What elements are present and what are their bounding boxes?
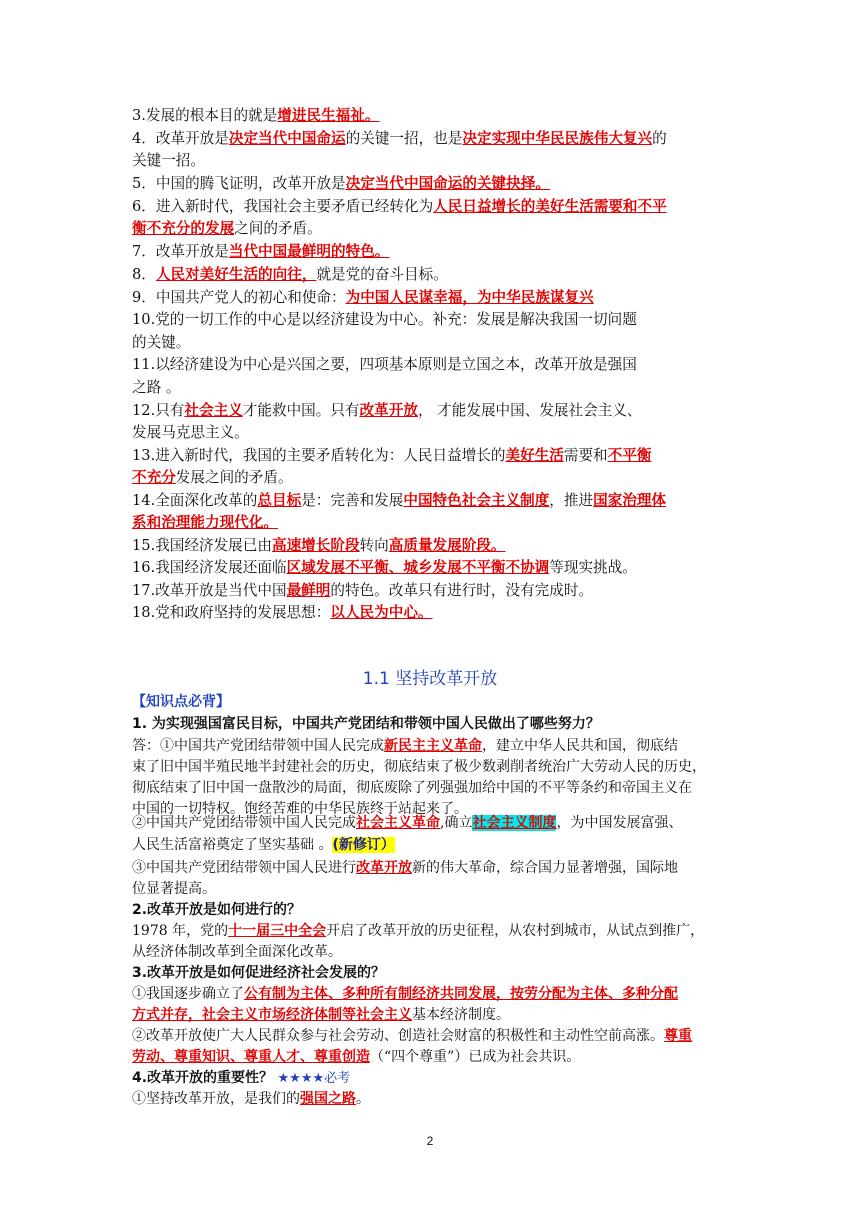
item-text: 13.进入新时代，我国的主要矛盾转化为：人民日益增长的 [132, 447, 506, 464]
item-10 [132, 309, 752, 331]
item-18 [132, 602, 752, 624]
answer-text: ①坚持改革开放，是我们的 [132, 1091, 300, 1107]
item-17 [132, 580, 752, 602]
answer-text: （“四个尊重”）已成为社会共识。 [370, 1049, 581, 1065]
answer-text: 新的伟大革命，综合国力显著增强，国际地 [412, 860, 678, 876]
question-3: 3.改革开放是如何促进经济社会发展的？ [132, 965, 386, 981]
key-phrase: 增进民生福祉。 [277, 107, 380, 124]
key-phrase: 尊重 [664, 1028, 692, 1044]
key-phrase: 衡不充分的发展 [132, 220, 235, 237]
key-phrase: 决定实现中华民民族伟大复兴 [462, 130, 653, 147]
answer-text: ，为中国发展富强、 [556, 815, 683, 831]
answer-text: ②改革开放使广大人民群众参与社会劳动、创造社会财富的积极性和主动性空前高涨。 [132, 1028, 664, 1044]
item-7 [132, 241, 752, 263]
key-phrase: 系和治理能力现代化。 [132, 514, 278, 531]
item-13 [132, 445, 752, 467]
question-2: 2.改革开放是如何进行的？ [132, 902, 302, 918]
question-4: 4.改革开放的重要性？ [132, 1070, 274, 1086]
item-14 [132, 490, 752, 512]
answer-text: 基本经济制度。 [412, 1007, 510, 1023]
key-phrase: 不充分 [132, 469, 176, 486]
question-1: 1. 为实现强国富民目标，中国共产党团结和带领中国人民做出了哪些努力？ [132, 716, 600, 732]
key-phrase: 决定当代中国命运 [228, 130, 346, 147]
kp-label: 【知识点必背】 [132, 694, 230, 710]
section-title: 1.1 坚持改革开放 [362, 669, 498, 689]
answer-6-line [132, 1047, 752, 1068]
item-12 [132, 400, 752, 422]
page-number: 2 [426, 1134, 434, 1148]
key-phrase: 最鲜明 [286, 582, 331, 599]
answer-text: 答：①中国共产党团结带领中国人民完成 [132, 738, 384, 754]
item-4 [132, 128, 752, 150]
item-text: 的关键。 [132, 334, 191, 351]
answer-6-line [132, 1026, 752, 1047]
key-phrase: 中国特色社会主义制度 [403, 492, 550, 509]
item-11 [132, 354, 752, 376]
key-phrase: 方式并存，社会主义市场经济体制等社会主义 [132, 1007, 412, 1023]
item-text: 等现实挑战。 [549, 559, 637, 576]
answer-1-line: 束了旧中国半殖民地半封建社会的历史，彻底结束了极少数剥削者统治广大劳动人民的历史， [132, 759, 706, 775]
item-text: 才能救中国。只有 [242, 402, 360, 419]
item-text: 18.党和政府坚持的发展思想： [132, 604, 331, 621]
answer-text: ，建立中华人民共和国，彻底结 [482, 738, 678, 754]
answer-text: 开启了改革开放的历史征程，从农村到城市，从试点到推广， [326, 923, 705, 939]
answer-1-line: 彻底结束了旧中国一盘散沙的局面，彻底废除了列强强加给中国的不平等条约和帝国主义在 [132, 780, 692, 796]
item-text: 12.只有 [132, 402, 185, 419]
key-phrase: 强国之路 [300, 1091, 356, 1107]
stars-icon: ★★★★必考 [277, 1071, 351, 1086]
item-text: 的特色。改革只有进行时，没有完成时。 [330, 582, 594, 599]
item-text: 是：完善和发展 [301, 492, 404, 509]
answer-3-line: 位显著提高。 [132, 881, 216, 897]
key-phrase: 人民日益增长的美好生活需要和不平 [433, 198, 667, 215]
item-text: 17.改革开放是当代中国 [132, 582, 287, 599]
item-text: 转向 [359, 537, 389, 554]
item-text: 6．进入新时代，我国社会主要矛盾已经转化为 [132, 198, 434, 215]
key-phrase: 当代中国最鲜明的特色。 [228, 243, 390, 260]
item-text: 发展之间的矛盾。 [175, 469, 293, 486]
item-text: 10.党的一切工作的中心是以经济建设为中心。补充：发展是解决我国一切问题 [132, 311, 637, 328]
item-text: 需要和 [563, 447, 608, 464]
answer-4-line [132, 921, 752, 942]
key-phrase: 美好生活 [505, 447, 564, 464]
key-phrase: 决定当代中国命运的关键抉择。 [345, 175, 550, 192]
item-text: 8． [132, 266, 156, 283]
item-15 [132, 535, 752, 557]
item-text: 15.我国经济发展已由 [132, 537, 272, 554]
item-text: 5．中国的腾飞证明，改革开放是 [132, 175, 346, 192]
key-phrase: 人民对美好生活的向往， [155, 266, 317, 283]
key-phrase: 新民主主义革命 [384, 738, 482, 754]
item-text: ，推进 [549, 492, 594, 509]
item-text: 4．改革开放是 [132, 130, 229, 147]
item-4-cont [132, 150, 752, 172]
item-13-cont [132, 467, 752, 489]
answer-4-line: 从经济体制改革到全面深化改革。 [132, 944, 342, 960]
item-text: 的关键一招，也是 [345, 130, 463, 147]
item-9 [132, 287, 752, 309]
key-phrase: 不平衡 [607, 447, 652, 464]
item-text: ， 才能发展中国、发展社会主义、 [417, 402, 642, 419]
item-text: 关键一招。 [132, 152, 205, 169]
answer-5-line [132, 1005, 752, 1026]
item-5 [132, 173, 752, 195]
answer-1-line [132, 736, 752, 757]
key-phrase: 高质量发展阶段。 [388, 537, 506, 554]
answer-text: ③中国共产党团结带领中国人民进行 [132, 860, 356, 876]
item-text: 3.发展的根本目的就是 [132, 107, 278, 124]
item-12-cont [132, 422, 752, 444]
answer-text: 。 [356, 1091, 370, 1107]
item-16 [132, 557, 752, 579]
answer-text: 人民生活富裕奠定了坚实基础 。 [132, 837, 333, 853]
answer-text: ②中国共产党团结带领中国人民完成 [132, 815, 356, 831]
key-phrase: 十一届三中全会 [228, 923, 327, 939]
item-text: 之间的矛盾。 [234, 220, 322, 237]
item-3 [132, 105, 752, 127]
item-11-cont [132, 377, 752, 399]
key-phrase: 社会主义革命 [356, 815, 440, 831]
item-text: 9．中国共产党人的初心和使命： [132, 289, 346, 306]
key-phrase: 公有制为主体、多种所有制经济共同发展，按劳分配为主体、多种分配 [244, 986, 678, 1002]
key-phrase: 国家治理体 [593, 492, 667, 509]
key-phrase: 以人民为中心。 [330, 604, 433, 621]
answer-text: 1978 年，党的 [132, 923, 229, 939]
revision-badge: (新修订） [332, 837, 395, 853]
item-text: 就是党的奋斗目标。 [316, 266, 448, 283]
item-text: 发展马克思主义。 [132, 424, 249, 441]
item-text: 7．改革开放是 [132, 243, 229, 260]
key-phrase: 为中国人民谋幸福，为中华民族谋复兴 [345, 289, 594, 306]
item-text: 的 [652, 130, 667, 147]
item-8 [132, 264, 752, 286]
answer-1-line: 中国的一切特权。饱经苦难的中华民族终于站起来了。 [132, 801, 468, 817]
item-6-cont [132, 218, 752, 240]
key-phrase-highlight: 社会主义制度 [472, 815, 557, 831]
answer-7-line [132, 1089, 752, 1110]
answer-2-line [132, 835, 752, 856]
key-phrase: 社会主义 [184, 402, 243, 419]
key-phrase: 总目标 [257, 492, 302, 509]
answer-5-line [132, 984, 752, 1005]
item-text: 16.我国经济发展还面临 [132, 559, 287, 576]
answer-2-line [132, 813, 752, 834]
answer-text: ,确立 [440, 815, 473, 831]
answer-text: ①我国逐步确立了 [132, 986, 244, 1002]
key-phrase: 区域发展不平衡、城乡发展不平衡不协调 [286, 559, 550, 576]
item-text: 14.全面深化改革的 [132, 492, 258, 509]
knowledge-points-label [132, 692, 752, 713]
item-10-cont [132, 332, 752, 354]
item-6 [132, 196, 752, 218]
question-4-line [132, 1068, 752, 1089]
key-phrase: 劳动、尊重知识、尊重人才、尊重创造 [132, 1049, 370, 1065]
item-text: 之路 。 [132, 379, 181, 396]
item-14-cont [132, 512, 752, 534]
key-phrase: 改革开放 [356, 860, 412, 876]
key-phrase: 高速增长阶段 [271, 537, 360, 554]
key-phrase: 改革开放 [359, 402, 418, 419]
item-text: 11.以经济建设为中心是兴国之要，四项基本原则是立国之本，改革开放是强国 [132, 356, 637, 373]
answer-3-line [132, 858, 752, 879]
